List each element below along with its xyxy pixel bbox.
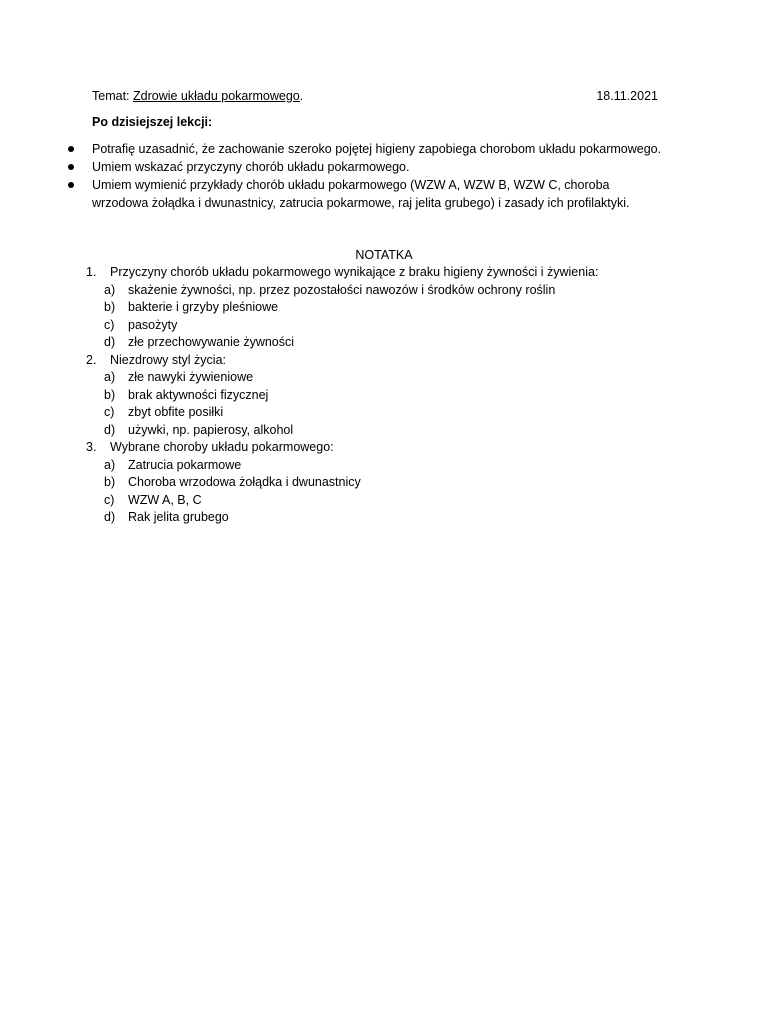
item-letter: c) — [104, 405, 115, 419]
item-letter: a) — [104, 457, 116, 472]
item-text: używki, np. papierosy, alkohol — [128, 422, 294, 437]
item-letter: d) — [104, 510, 116, 524]
section-heading — [86, 264, 686, 282]
list-item — [86, 334, 686, 352]
item-text: złe przechowywanie żywności — [128, 335, 295, 349]
goal-text: Umiem wskazać przyczyny chorób układu pokarmowego. — [92, 160, 410, 174]
section-number: 3. — [86, 440, 97, 454]
item-text: WZW A, B, C — [128, 492, 202, 507]
item-letter: a) — [104, 282, 116, 297]
item-text: Rak jelita grubego — [128, 510, 229, 524]
topic-title: Zdrowie układu pokarmowego — [133, 89, 300, 103]
list-item — [86, 492, 686, 510]
section-number: 2. — [86, 352, 97, 367]
item-letter: d) — [104, 335, 116, 349]
item-text: złe nawyki żywieniowe — [128, 370, 254, 384]
list-item — [86, 457, 686, 475]
goal-text: Umiem wymienić przykłady chorób układu pokarmowego (WZW A, WZW B, WZW C, choroba wrzodowa żołądka i dwunastnicy, zatrucia pokarmowe, raj jelita grubego) i zasady ich profilaktyki. — [92, 178, 630, 210]
list-item — [86, 299, 686, 317]
note-title: NOTATKA — [355, 248, 413, 262]
list-item — [86, 474, 686, 492]
item-text: skażenie żywności, np. przez pozostałości nawozów i środków ochrony roślin — [128, 282, 556, 297]
list-item — [86, 369, 686, 387]
bullet-icon — [68, 146, 74, 152]
item-letter: d) — [104, 422, 116, 437]
item-letter: c) — [104, 317, 115, 332]
item-letter: b) — [104, 387, 116, 402]
item-text: Choroba wrzodowa żołądka i dwunastnicy — [128, 475, 361, 489]
lesson-date: 18.11.2021 — [596, 89, 658, 103]
section-title: Niezdrowy styl życia: — [110, 352, 226, 367]
section-number: 1. — [86, 265, 97, 279]
topic-label: Temat: — [92, 89, 133, 103]
item-text: bakterie i grzyby pleśniowe — [128, 300, 279, 314]
item-letter: b) — [104, 475, 116, 489]
section-title: Wybrane choroby układu pokarmowego: — [110, 440, 334, 454]
item-letter: a) — [104, 370, 116, 384]
topic-end: . — [299, 89, 304, 103]
lesson-goals-list — [66, 140, 666, 212]
item-letter: c) — [104, 492, 115, 507]
goal-item — [66, 176, 666, 212]
item-text: zbyt obfite posiłki — [128, 405, 224, 419]
item-text: brak aktywności fizycznej — [128, 387, 269, 402]
goal-item — [66, 140, 666, 158]
topic — [92, 87, 303, 105]
item-text: Zatrucia pokarmowe — [128, 457, 242, 472]
list-item — [86, 387, 686, 405]
list-item — [86, 404, 686, 422]
section-heading — [86, 352, 686, 370]
item-letter: b) — [104, 300, 116, 314]
item-text: pasożyty — [128, 317, 178, 332]
list-item — [86, 422, 686, 440]
bullet-icon — [68, 182, 74, 188]
section-heading — [86, 439, 686, 457]
list-item — [86, 509, 686, 527]
section-title: Przyczyny chorób układu pokarmowego wynikające z braku higieny żywności i żywienia: — [110, 265, 599, 279]
goal-item — [66, 158, 666, 176]
bullet-icon — [68, 164, 74, 170]
header-row — [92, 87, 658, 105]
notes-list — [86, 264, 686, 527]
list-item — [86, 317, 686, 335]
lesson-goals-heading: Po dzisiejszej lekcji: — [92, 115, 213, 129]
goal-text: Potrafię uzasadnić, że zachowanie szeroko pojętej higieny zapobiega chorobom układu pokarmowego. — [92, 142, 662, 156]
list-item — [86, 282, 686, 300]
